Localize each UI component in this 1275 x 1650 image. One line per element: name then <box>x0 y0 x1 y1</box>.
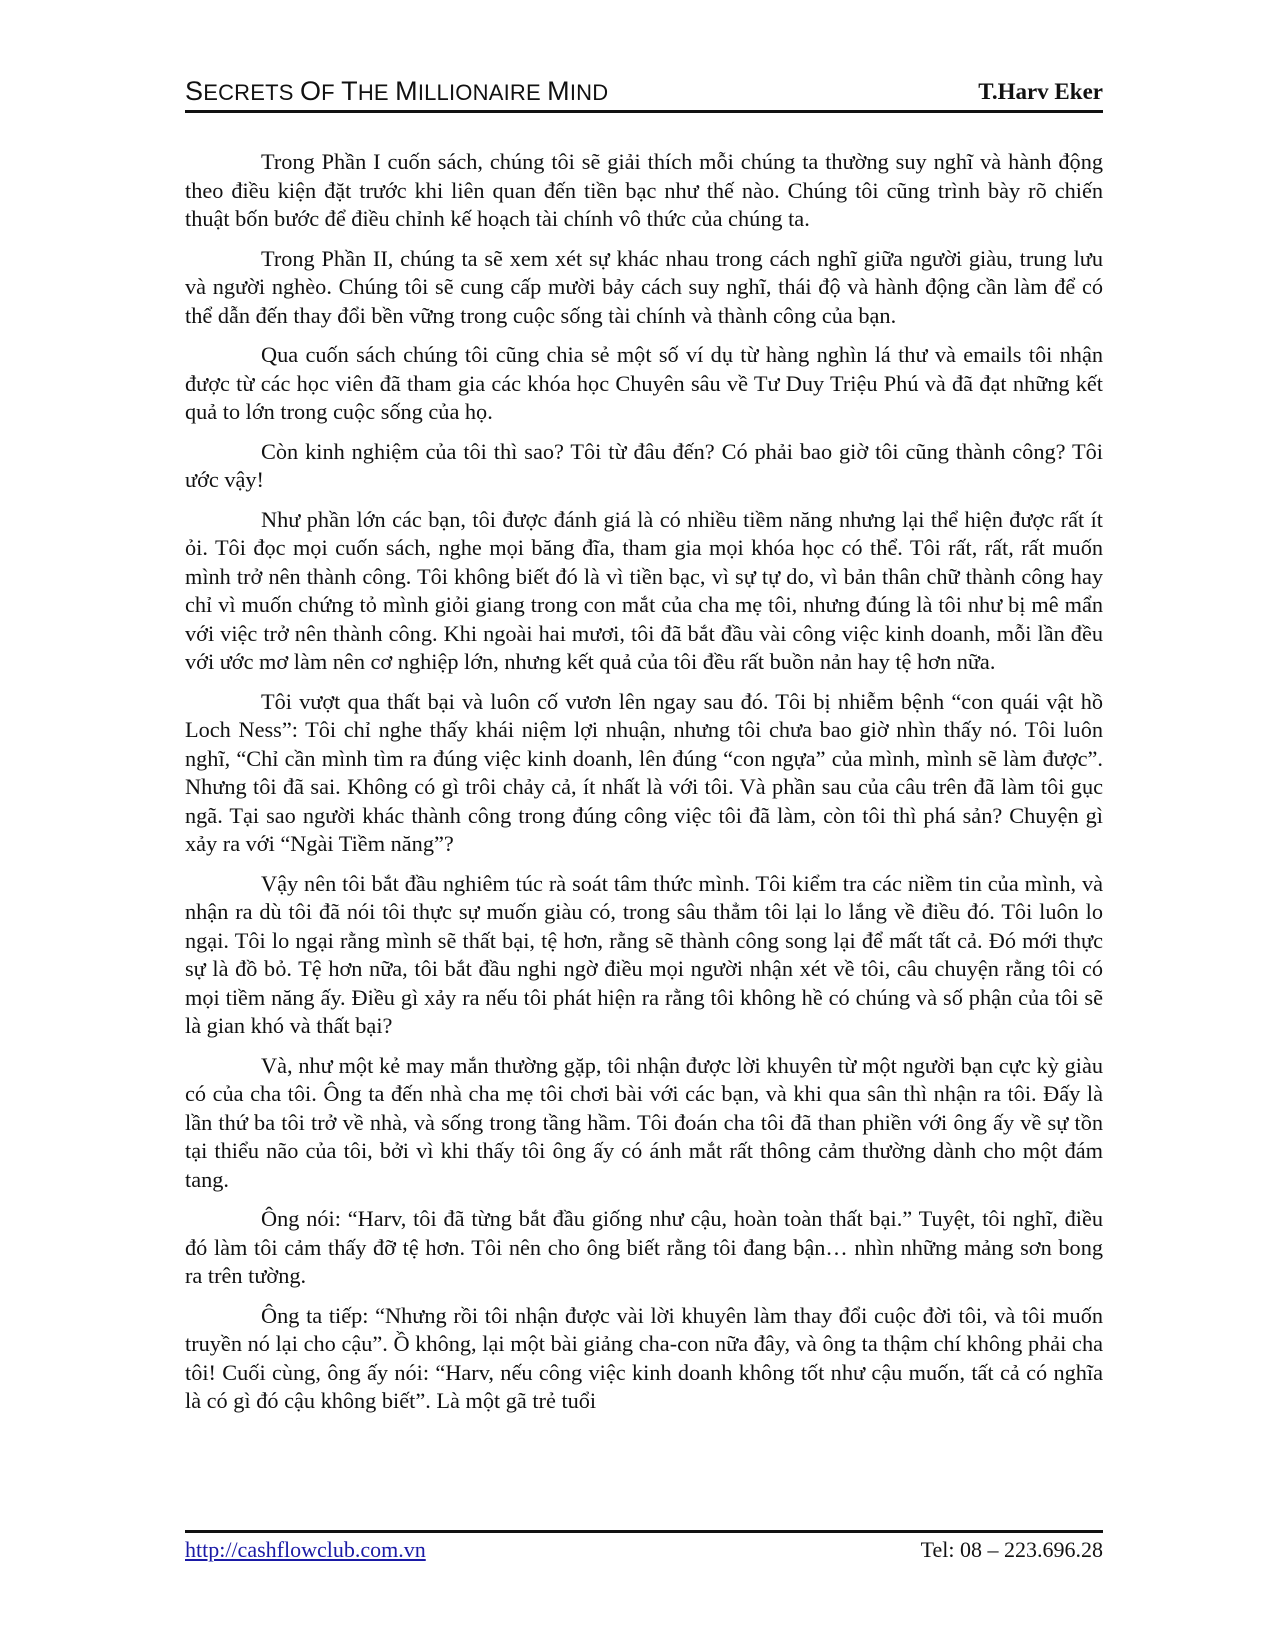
paragraph: Ông ta tiếp: “Nhưng rồi tôi nhận được vài lời khuyên làm thay đổi cuộc đời tôi, và tôi muốn truyền nó lại cho cậu”. Ồ không, lại một bài giảng cha-con nữa đây, và ông ta thậm chí không phải cha tôi! Cuối cùng, ông ấy nói: “Harv, nếu công việc kinh doanh không tốt như cậu muốn, tất cả có nghĩa là có gì đó cậu không biết”. Là một gã trẻ tuổi <box>185 1302 1103 1413</box>
title-word: SECRETS <box>185 76 300 106</box>
paragraph: Ông nói: “Harv, tôi đã từng bắt đầu giống như cậu, hoàn toàn thất bại.” Tuyệt, tôi nghĩ, điều đó làm tôi cảm thấy đỡ tệ hơn. Tôi nên cho ông biết rằng tôi đang bận… nhìn những mảng sơn bong ra trên tường. <box>185 1206 1103 1288</box>
website-link[interactable]: http://cashflowclub.com.vn <box>185 1537 426 1562</box>
paragraph: Trong Phần II, chúng ta sẽ xem xét sự khác nhau trong cách nghĩ giữa người giàu, trung lưu và người nghèo. Chúng tôi sẽ cung cấp mười bảy cách suy nghĩ, thái độ và hành động cần làm để có thể dẫn đến thay đổi bền vững trong cuộc sống tài chính và thành công của bạn. <box>185 245 1103 328</box>
paragraph: Qua cuốn sách chúng tôi cũng chia sẻ một số ví dụ từ hàng nghìn lá thư và emails tôi nhận được từ các học viên đã tham gia các khóa học Chuyên sâu về Tư Duy Triệu Phú và đã đạt những kết quả to lớn trong cuộc sống của họ. <box>185 342 1103 424</box>
phone-number: Tel: 08 – 223.696.28 <box>920 1537 1103 1562</box>
paragraph: Trong Phần I cuốn sách, chúng tôi sẽ giải thích mỗi chúng ta thường suy nghĩ và hành động theo điều kiện đặt trước khi liên quan đến tiền bạc như thế nào. Chúng tôi cũng trình bày rõ chiến thuật bốn bước để điều chỉnh kế hoạch tài chính vô thức của chúng ta. <box>185 149 1103 231</box>
paragraph: Vậy nên tôi bắt đầu nghiêm túc rà soát tâm thức mình. Tôi kiểm tra các niềm tin của mình, và nhận ra dù tôi đã nói tôi thực sự muốn giàu có, trong sâu thẳm tôi lại lo lắng về điều đó. Tôi luôn lo ngại. Tôi lo ngại rằng mình sẽ thất bại, tệ hơn, rằng sẽ thành công song lại để mất tất cả. Đó mới thực sự là đồ bỏ. Tệ hơn nữa, tôi bắt đầu nghi ngờ điều mọi người nhận xét về tôi, câu chuyện rằng tôi có mọi tiềm năng ấy. Điều gì xảy ra nếu tôi phát hiện ra rằng tôi không hề có chúng và số phận của tôi sẽ là gian khó và thất bại? <box>185 870 1103 1038</box>
book-title <box>185 76 608 107</box>
title-word: MIND <box>547 76 609 106</box>
paragraph: Tôi vượt qua thất bại và luôn cố vươn lên ngay sau đó. Tôi bị nhiễm bệnh “con quái vật hồ Loch Ness”: Tôi chỉ nghe thấy khái niệm lợi nhuận, nhưng tôi chưa bao giờ nhìn thấy nó. Tôi luôn nghĩ, “Chỉ cần mình tìm ra đúng việc kinh doanh, lên đúng “con ngựa” của mình, mình sẽ làm được”. Nhưng tôi đã sai. Không có gì trôi chảy cả, ít nhất là với tôi. Và phần sau của câu trên đã làm tôi gục ngã. Tại sao người khác thành công trong đúng công việc tôi đã làm, còn tôi thì phá sản? Chuyện gì xảy ra với “Ngài Tiềm năng”? <box>185 688 1103 856</box>
header-divider <box>185 110 1103 113</box>
footer-divider <box>185 1530 1103 1533</box>
title-word: THE <box>341 76 396 106</box>
page-header <box>185 76 1103 106</box>
title-word: OF <box>299 76 342 106</box>
paragraph: Như phần lớn các bạn, tôi được đánh giá là có nhiều tiềm năng nhưng lại thể hiện được rất ít ỏi. Tôi đọc mọi cuốn sách, nghe mọi băng đĩa, tham gia mọi khóa học có thể. Tôi rất, rất, rất muốn mình trở nên thành công. Tôi không biết đó là vì tiền bạc, vì sự tự do, vì bản thân chữ thành công hay chỉ vì muốn chứng tỏ mình giỏi giang trong con mắt của cha mẹ tôi, nhưng đúng là tôi như bị mê mẩn với việc trở nên thành công. Khi ngoài hai mươi, tôi đã bắt đầu vài công việc kinh doanh, mỗi lần đều với ước mơ làm nên cơ nghiệp lớn, nhưng kết quả của tôi đều rất buồn nản hay tệ hơn nữa. <box>185 506 1103 674</box>
page-body <box>185 148 1103 1427</box>
author-name: T.Harv Eker <box>978 79 1103 104</box>
paragraph: Còn kinh nghiệm của tôi thì sao? Tôi từ đâu đến? Có phải bao giờ tôi cũng thành công? Tôi ước vậy! <box>185 438 1103 492</box>
title-word: MILLIONAIRE <box>395 76 548 106</box>
paragraph: Và, như một kẻ may mắn thường gặp, tôi nhận được lời khuyên từ một người bạn cực kỳ giàu có của cha tôi. Ông ta đến nhà cha mẹ tôi chơi bài với các bạn, và khi qua sân thì nhận ra tôi. Đấy là lần thứ ba tôi trở về nhà, và sống trong tầng hầm. Tôi đoán cha tôi đã than phiền với ông ấy về sự tồn tại thiểu não của tôi, bởi vì khi thấy tôi ông ấy có ánh mắt rất thông cảm thường dành cho một đám tang. <box>185 1052 1103 1192</box>
